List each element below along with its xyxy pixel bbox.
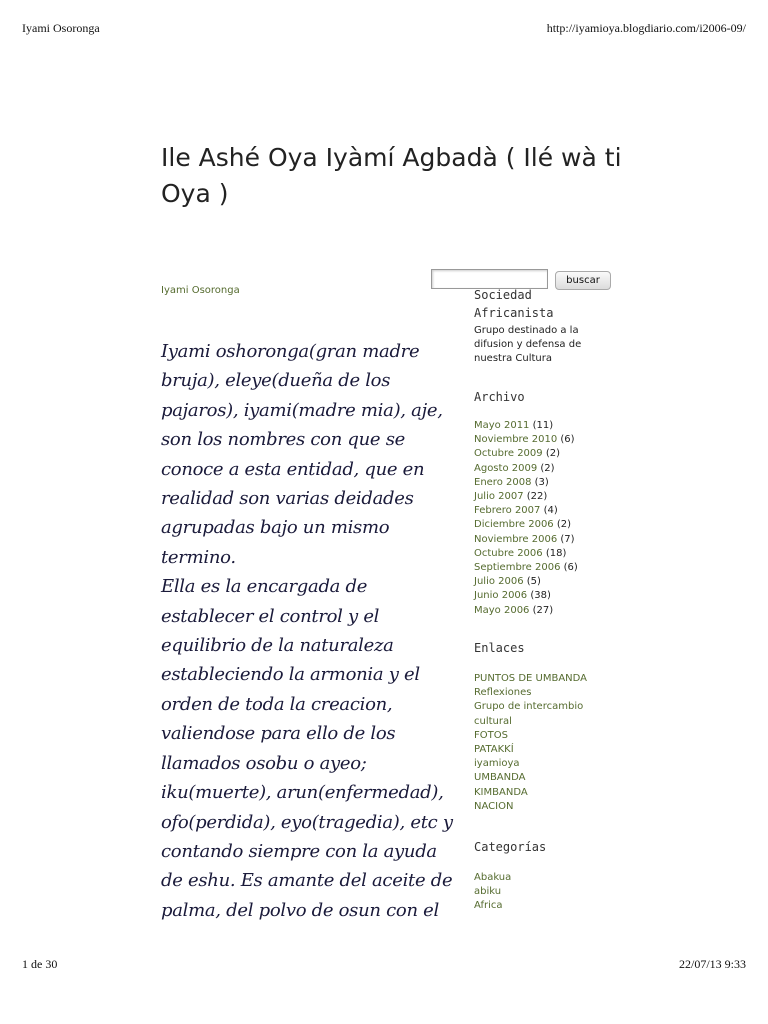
link-item [474, 686, 599, 700]
archive-count: (2) [556, 519, 572, 531]
archive-item [474, 490, 578, 504]
link-item [474, 757, 599, 771]
archive-count: (6) [563, 562, 578, 574]
print-header-url: http://iyamioya.blogdiario.com/i2006-09/ [546, 21, 746, 35]
category-item [474, 871, 511, 885]
category-link[interactable]: Africa [474, 900, 503, 912]
print-footer [22, 957, 746, 972]
archive-link[interactable]: Febrero 2007 [474, 505, 541, 517]
archive-link[interactable]: Septiembre 2006 [474, 562, 561, 574]
sidebar-link[interactable]: Reflexiones [474, 687, 532, 699]
archive-link[interactable]: Mayo 2006 [474, 604, 530, 616]
link-item [474, 700, 599, 728]
print-timestamp: 22/07/13 9:33 [678, 957, 746, 971]
archive-count: (7) [560, 533, 575, 545]
archive-link[interactable]: Julio 2007 [474, 491, 524, 503]
archive-list [474, 419, 578, 618]
archive-link[interactable]: Noviembre 2006 [474, 533, 558, 545]
print-header-title: Iyami Osoronga [22, 21, 100, 35]
link-item [474, 743, 599, 757]
link-item [474, 771, 599, 785]
print-header [22, 21, 746, 36]
archive-link[interactable]: Octubre 2006 [474, 547, 543, 559]
link-item [474, 729, 599, 743]
archive-item [474, 589, 578, 603]
archive-count: (3) [534, 476, 549, 488]
sidebar-blog-info [474, 286, 599, 366]
archive-link[interactable]: Octubre 2009 [474, 448, 543, 460]
archive-count: (4) [543, 505, 558, 517]
sidebar-link[interactable]: PUNTOS DE UMBANDA [474, 673, 588, 684]
link-item [474, 786, 599, 800]
sidebar-link[interactable]: FOTOS [474, 729, 508, 741]
archive-link[interactable]: Enero 2008 [474, 476, 532, 488]
category-item [474, 885, 511, 899]
archive-link[interactable]: Noviembre 2010 [474, 434, 558, 446]
post-body: Iyami oshoronga(gran madre bruja), eleye(dueña de los pajaros), iyami(madre mia), aje, son los nombres con que se conoce a esta entidad, que en realidad son varias deidades agrupadas bajo un mismo termino. Ella es la encargada de establecer el control y el equilibrio de la naturaleza estableciendo la armonia y el orden de toda la creacion, valiendose para ello de los llamados osobu o ayeo; iku(muerte), arun(enfermedad), ofo(perdida), eyo(tragedia), etc y contando siempre con la ayuda de eshu. Es amante del aceite de palma, del polvo de osun con el [161, 341, 453, 921]
archive-link[interactable]: Agosto 2009 [474, 462, 538, 474]
archive-count: (2) [540, 462, 555, 474]
link-item [474, 672, 599, 686]
archive-item [474, 533, 578, 547]
page-counter: 1 de 30 [22, 957, 58, 971]
archive-item [474, 575, 578, 589]
archive-item [474, 476, 578, 490]
archive-count: (2) [545, 448, 561, 460]
category-link[interactable]: Abakua [474, 872, 512, 883]
sidebar-link[interactable]: Grupo de intercambio cultural [474, 701, 584, 727]
archive-heading: Archivo [474, 390, 525, 404]
archive-item [474, 561, 578, 575]
sidebar-link[interactable]: iyamioya [474, 758, 520, 770]
archive-item [474, 462, 578, 476]
categories-section [474, 840, 546, 854]
archive-count: (18) [545, 547, 567, 559]
archive-link[interactable]: Junio 2006 [474, 590, 528, 602]
category-link[interactable]: abiku [474, 886, 502, 898]
search-button[interactable]: buscar [555, 271, 611, 290]
blog-description: Grupo destinado a la difusion y defensa de nuestra Cultura [474, 325, 582, 364]
archive-item [474, 518, 578, 532]
archive-link[interactable]: Julio 2006 [474, 576, 524, 588]
archive-count: (27) [532, 604, 554, 616]
archive-item [474, 447, 578, 461]
archive-count: (5) [526, 576, 541, 588]
categories-list [474, 871, 511, 914]
links-section [474, 641, 525, 655]
category-item [474, 899, 511, 913]
archive-count: (22) [526, 491, 548, 503]
post-title: Ile Ashé Oya Iyàmí Agbadà ( Ilé wà ti Oya ) [161, 143, 622, 208]
archive-item [474, 504, 578, 518]
links-heading: Enlaces [474, 641, 525, 655]
sidebar-link[interactable]: UMBANDA [474, 772, 526, 784]
archive-count: (11) [532, 420, 554, 431]
categories-heading: Categorías [474, 840, 547, 854]
archive-count: (6) [560, 434, 575, 446]
archive-section [474, 390, 525, 404]
archive-item [474, 547, 578, 561]
link-item [474, 800, 599, 814]
archive-count: (38) [530, 590, 551, 602]
sidebar-link[interactable]: PATAKKÍ [474, 744, 514, 756]
archive-item [474, 433, 578, 447]
sidebar-link[interactable]: NACION [474, 800, 514, 812]
archive-link[interactable]: Mayo 2011 [474, 420, 530, 431]
archive-item [474, 604, 578, 618]
blog-title: Sociedad Africanista [474, 288, 554, 320]
links-list [474, 672, 599, 814]
archive-item [474, 419, 578, 433]
sidebar-link[interactable]: KIMBANDA [474, 786, 528, 798]
post-author-link[interactable]: Iyami Osoronga [161, 285, 240, 296]
archive-link[interactable]: Diciembre 2006 [474, 519, 554, 531]
